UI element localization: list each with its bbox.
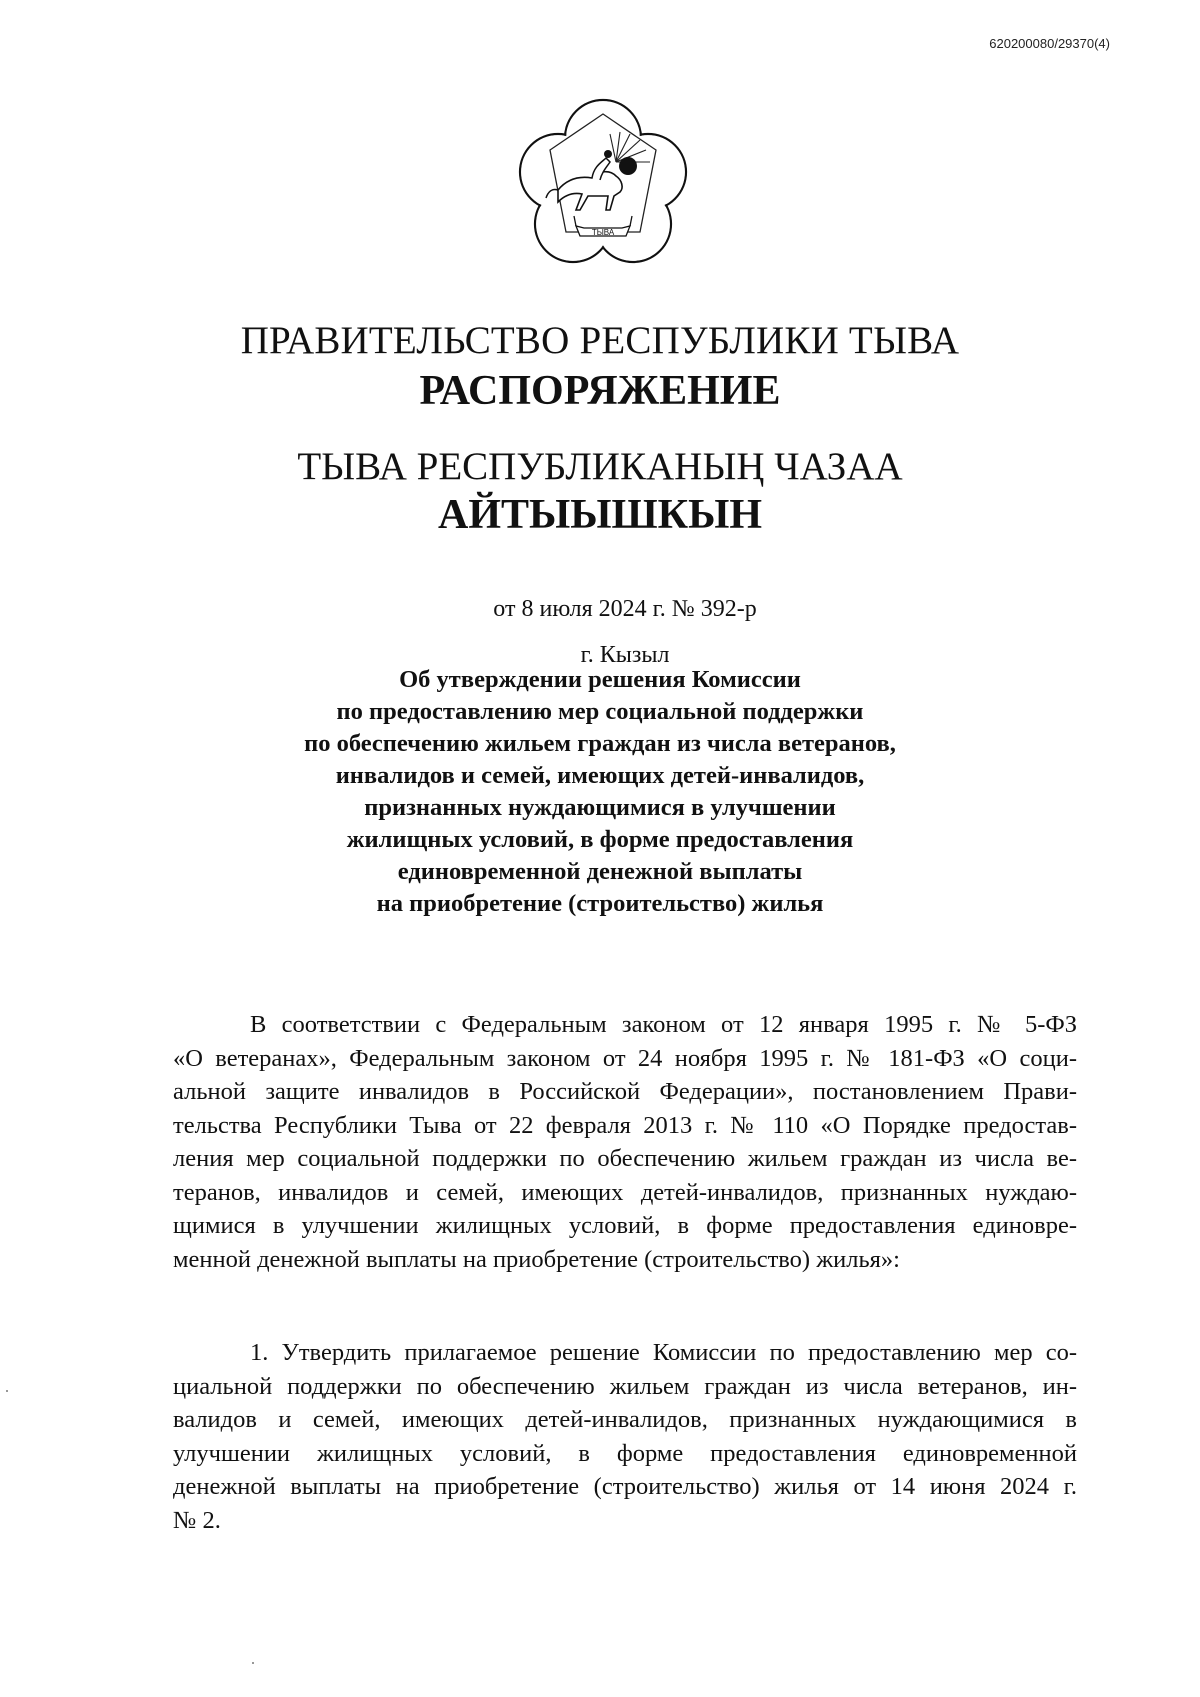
document-place: г. Кызыл xyxy=(580,642,670,668)
organization-title: ПРАВИТЕЛЬСТВО РЕСПУБЛИКИ ТЫВА xyxy=(240,319,960,362)
paragraph-line: тельства Республики Тыва от 22 февраля 2013 г. № 110 «О Порядке предостав- xyxy=(173,1111,1077,1139)
paragraph-line: валидов и семей, имеющих детей-инвалидов, признанных нуждающимися в xyxy=(173,1406,1077,1433)
preamble-paragraph xyxy=(173,1008,1077,1276)
paragraph-line: ления мер социальной поддержки по обеспечению жильем граждан из числа ве- xyxy=(173,1145,1077,1172)
paragraph-line: циальной поддержки по обеспечению жильем граждан из числа ветеранов, ин- xyxy=(173,1372,1077,1400)
organization-title-tuvan: ТЫВА РЕСПУБЛИКАНЫҢ ЧАЗАА xyxy=(297,445,903,488)
paragraph-line: В соответствии с Федеральным законом от 12 января 1995 г. № 5-ФЗ xyxy=(250,1011,1077,1038)
item-1-paragraph xyxy=(173,1336,1077,1537)
document-type-title-tuvan: АЙТЫЫШКЫН xyxy=(438,492,762,538)
scan-speck xyxy=(252,1662,254,1664)
subject-line: единовременной денежной выплаты xyxy=(397,858,803,885)
subject-line: признанных нуждающимися в улучшении xyxy=(364,794,836,821)
subject-line: на приобретение (строительство) жилья xyxy=(376,890,824,917)
document-date-number: от 8 июля 2024 г. № 392-р xyxy=(493,596,757,622)
subject-line: жилищных условий, в форме предоставления xyxy=(346,826,854,853)
document-subject xyxy=(0,664,1200,920)
paragraph-line: теранов, инвалидов и семей, имеющих детей-инвалидов, признанных нуждаю- xyxy=(173,1178,1077,1206)
paragraph-line: щимися в улучшении жилищных условий, в форме предоставления единовре- xyxy=(173,1212,1077,1239)
subject-line: по предоставлению мер социальной поддержки xyxy=(336,698,864,725)
subject-line: по обеспечению жильем граждан из числа ветеранов, xyxy=(304,730,896,757)
paragraph-line: «О ветеранах», Федеральным законом от 24 ноября 1995 г. № 181-ФЗ «О соци- xyxy=(173,1044,1077,1072)
paragraph-line: альной защите инвалидов в Российской Федерации», постановлением Прави- xyxy=(173,1078,1077,1105)
document-type-title: РАСПОРЯЖЕНИЕ xyxy=(419,368,781,414)
paragraph-line: денежной выплаты на приобретение (строительство) жилья от 14 июня 2024 г. xyxy=(173,1473,1077,1500)
document-registration-number: 620200080/29370(4) xyxy=(989,36,1110,51)
paragraph-line: менной денежной выплаты на приобретение (строительство) жилья»: xyxy=(173,1245,900,1273)
emblem-text: ТЫВА xyxy=(591,228,615,237)
subject-line: Об утверждении решения Комиссии xyxy=(399,666,801,693)
paragraph-line: 1. Утвердить прилагаемое решение Комиссии по предоставлению мер со- xyxy=(250,1339,1077,1366)
paragraph-line: № 2. xyxy=(173,1506,221,1534)
scan-speck xyxy=(6,1390,8,1392)
paragraph-line: улучшении жилищных условий, в форме предоставления единовременной xyxy=(173,1439,1077,1467)
subject-line: инвалидов и семей, имеющих детей-инвалидов, xyxy=(335,762,865,789)
tuva-coat-of-arms-icon xyxy=(518,92,688,268)
